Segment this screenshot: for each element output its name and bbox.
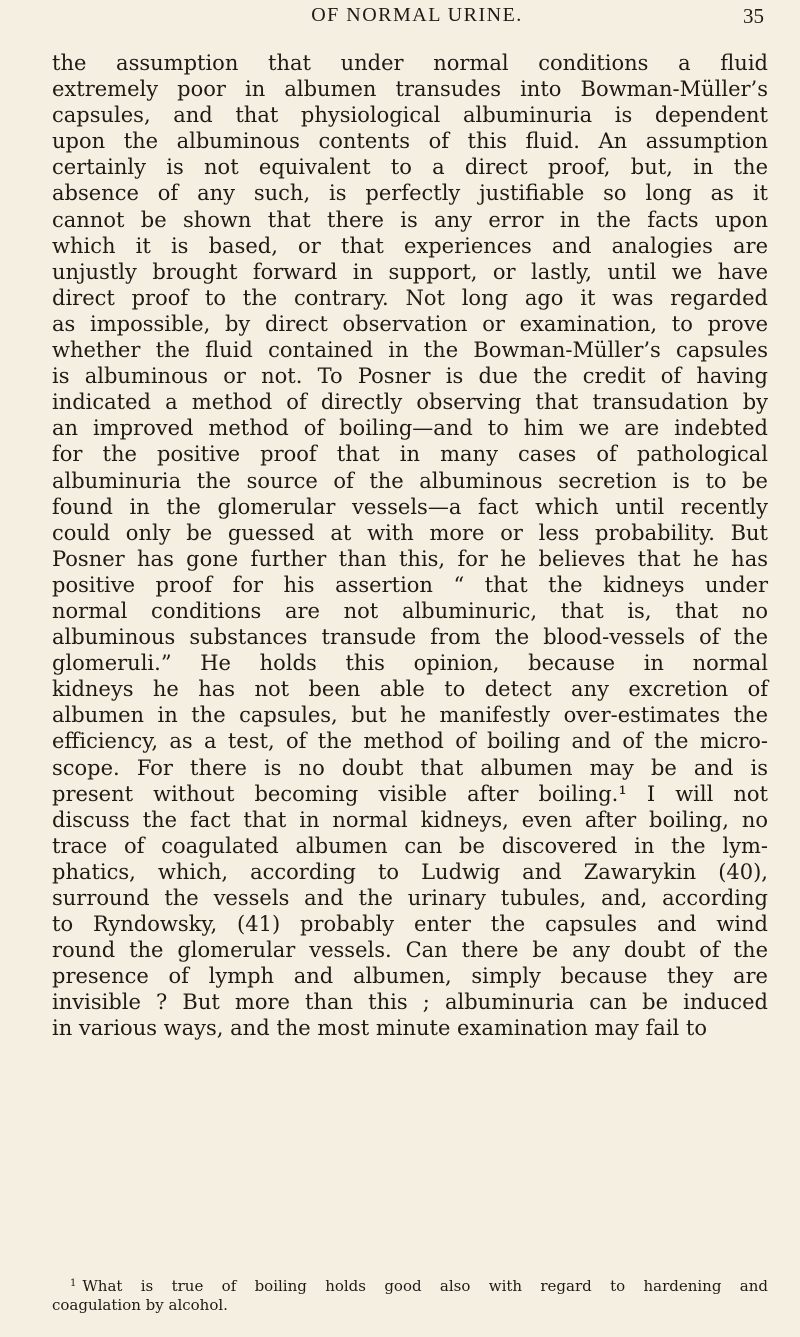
footnote	[52, 1274, 768, 1315]
text-line: Posner has gone further than this, for he believes that he has	[52, 546, 768, 571]
text-line: positive proof for his assertion “ that the kidneys under	[52, 572, 768, 597]
text-line: capsules, and that physiological albuminuria is dependent	[52, 103, 768, 128]
footnote-line	[52, 1274, 768, 1296]
text-line: unjustly brought forward in support, or lastly, until we have	[52, 259, 768, 284]
text-line: invisible ? But more than this ; albuminuria can be induced	[52, 990, 768, 1015]
text-line: absence of any such, is perfectly justifiable so long as it	[52, 181, 768, 206]
text-line: to Ryndowsky, (41) probably enter the capsules and wind	[52, 912, 768, 937]
text-line: presence of lymph and albumen, simply because they are	[52, 964, 768, 989]
text-line: indicated a method of directly observing that transudation by	[52, 390, 768, 415]
text-line: which it is based, or that experiences and analogies are	[52, 233, 768, 258]
text-line: phatics, which, according to Ludwig and Zawarykin (40),	[52, 859, 768, 884]
text-line: glomeruli.” He holds this opinion, because in normal	[52, 651, 768, 676]
text-line: for the positive proof that in many cases of pathological	[52, 442, 768, 467]
text-line: found in the glomerular vessels—a fact which until recently	[52, 494, 768, 519]
running-title: OF NORMAL URINE.	[311, 4, 523, 26]
text-line: is albuminous or not. To Posner is due the credit of having	[52, 364, 768, 389]
text-line: direct proof to the contrary. Not long ago it was regarded	[52, 285, 768, 310]
text-line: efficiency, as a test, of the method of boiling and of the micro-	[52, 729, 768, 754]
text-line: albuminous substances transude from the blood-vessels of the	[52, 625, 768, 650]
text-line: could only be guessed at with more or less probability. But	[52, 520, 768, 545]
text-line: kidneys he has not been able to detect any excretion of	[52, 677, 768, 702]
text-line: present without becoming visible after boiling.¹ I will not	[52, 781, 768, 806]
text-line: scope. For there is no doubt that albumen may be and is	[52, 755, 768, 780]
text-line: surround the vessels and the urinary tubules, and, according	[52, 886, 768, 910]
text-line: albuminuria the source of the albuminous secretion is to be	[52, 468, 768, 493]
text-line: certainly is not equivalent to a direct proof, but, in the	[52, 155, 768, 180]
text-line: upon the albuminous contents of this fluid. An assumption	[52, 129, 768, 154]
text-line: albumen in the capsules, but he manifestly over-estimates the	[52, 703, 768, 728]
text-line: round the glomerular vessels. Can there be any doubt of the	[52, 938, 768, 963]
page-number: 35	[743, 4, 764, 28]
footnote-text: What is true of boiling holds good also with regard to hardening and	[82, 1277, 768, 1295]
text-line: discuss the fact that in normal kidneys, even after boiling, no	[52, 807, 768, 832]
text-line: extremely poor in albumen transudes into Bowman-Müller’s	[52, 77, 768, 102]
body-text	[52, 50, 768, 1042]
footnote-line: coagulation by alcohol.	[52, 1296, 228, 1314]
footnote-marker: 1	[70, 1278, 77, 1289]
text-line: as impossible, by direct observation or examination, to prove	[52, 311, 768, 336]
running-head	[70, 4, 764, 36]
text-line: the assumption that under normal conditions a fluid	[52, 51, 768, 75]
text-line: whether the fluid contained in the Bowman-Müller’s capsules	[52, 338, 768, 363]
text-line: normal conditions are not albuminuric, that is, that no	[52, 598, 768, 623]
text-line: in various ways, and the most minute examination may fail to	[52, 1016, 707, 1041]
text-line: an improved method of boiling—and to him we are indebted	[52, 416, 768, 441]
text-line: cannot be shown that there is any error in the facts upon	[52, 207, 768, 232]
text-line: trace of coagulated albumen can be discovered in the lym-	[52, 833, 768, 858]
